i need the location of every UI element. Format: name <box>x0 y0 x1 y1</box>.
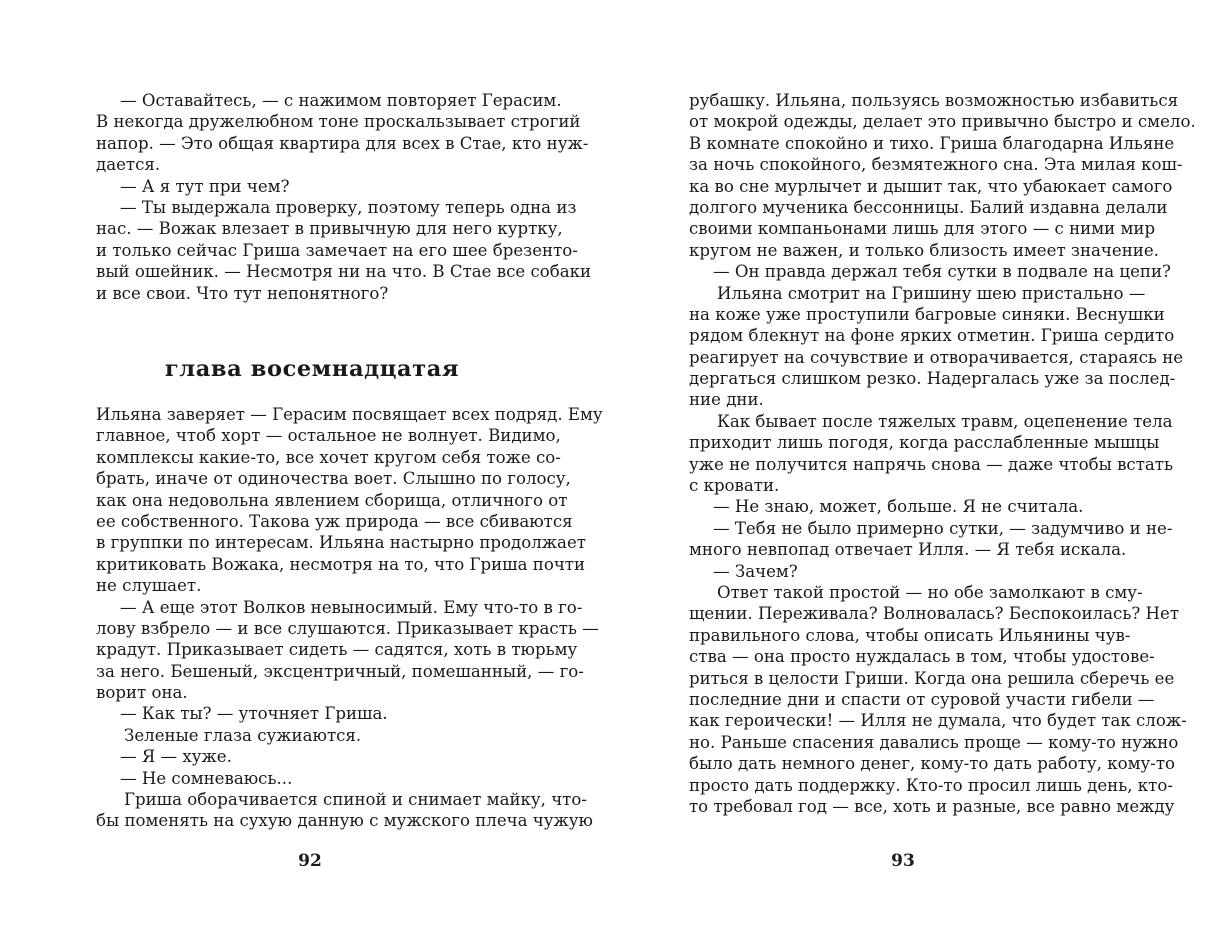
text-line: Ответ такой простой — но обе замолкают в сму- <box>717 582 1143 602</box>
text-line: В комнате спокойно и тихо. Гриша благодарна Ильяне <box>689 133 1175 153</box>
text-line: своими компаньонами лишь для этого — с ними мир <box>689 219 1156 239</box>
text-line: в группки по интересам. Ильяна настырно продолжает <box>96 533 586 553</box>
text-line: бы поменять на сухую данную с мужского плеча чужую <box>96 811 593 831</box>
text-line: за него. Бешеный, эксцентричный, помешанный, — го- <box>96 661 584 681</box>
text-line: — Зачем? <box>713 561 798 581</box>
text-line: — Я — хуже. <box>120 747 232 767</box>
text-line: Гриша оборачивается спиной и снимает майку, что- <box>124 790 587 810</box>
text-line: рубашку. Ильяна, пользуясь возможностью избавиться <box>689 91 1179 110</box>
text-line: — Не сомневаюсь... <box>120 768 293 788</box>
text-line: — Как ты? — уточняет Гриша. <box>120 704 388 724</box>
text-line: было дать немного денег, кому-то дать работу, кому-то <box>689 754 1176 774</box>
text-line: правильного слова, чтобы описать Ильянины чув- <box>689 625 1131 645</box>
text-line: — Он правда держал тебя сутки в подвале на цепи? <box>713 262 1171 282</box>
text-line: долгого мученика бессонницы. Балий издавна делали <box>689 197 1168 217</box>
text-line: — А я тут при чем? <box>120 176 290 196</box>
text-line: рядом блекнут на фоне ярких отметин. Гриша сердито <box>689 326 1175 346</box>
text-line: от мокрой одежды, делает это привычно быстро и смело. <box>689 112 1196 132</box>
text-line: — Оставайтесь, — с нажимом повторяет Герасим. <box>120 91 562 110</box>
text-line: реагирует на сочувствие и отворачивается, стараясь не <box>689 347 1184 367</box>
text-line: просто дать поддержку. Кто-то просил лишь день, кто- <box>689 775 1173 795</box>
text-line: ка во сне мурлычет и дышит так, что убаюкает самого <box>689 176 1173 196</box>
text-line: главное, чтоб хорт — остальное не волнует. Видимо, <box>96 426 561 446</box>
page-number-left: 92 <box>298 851 322 871</box>
text-line: — Ты выдержала проверку, поэтому теперь одна из <box>120 197 577 217</box>
text-line: крадут. Приказывает сидеть — садятся, хоть в тюрьму <box>96 640 578 660</box>
text-line: лову взбрело — и все слушаются. Приказывает красть — <box>96 618 599 638</box>
text-line: то требовал год — все, хоть и разные, все равно между <box>689 796 1175 816</box>
text-line: много невпопад отвечает Илля. — Я тебя искала. <box>689 540 1127 560</box>
text-line: на коже уже проступили багровые синяки. Веснушки <box>689 304 1165 324</box>
text-line: ворит она. <box>96 683 188 703</box>
text-line: ее собственного. Такова уж природа — все сбиваются <box>96 511 573 531</box>
text-line: как героически! — Илля не думала, что будет так слож- <box>689 711 1187 731</box>
text-line: последние дни и спасти от суровой участи гибели — <box>689 689 1155 709</box>
text-line: ние дни. <box>689 390 764 410</box>
text-line: — А еще этот Волков невыносимый. Ему что-то в го- <box>120 597 583 617</box>
text-line: критиковать Вожака, несмотря на то, что Гриша почти <box>96 554 586 574</box>
text-line: брать, иначе от одиночества воет. Слышно по голосу, <box>96 469 571 489</box>
text-line: вый ошейник. — Несмотря ни на что. В Стае все собаки <box>96 262 592 282</box>
text-line: Как бывает после тяжелых травм, оцепенение тела <box>717 411 1173 431</box>
text-line: за ночь спокойного, безмятежного сна. Эта милая кош- <box>689 155 1183 175</box>
text-line: — Не знаю, может, больше. Я не считала. <box>713 497 1084 517</box>
text-line: и только сейчас Гриша замечает на его шее брезенто- <box>96 240 578 260</box>
text-line: но. Раньше спасения давались проще — кому-то нужно <box>689 732 1179 752</box>
text-line: как она недовольна явлением сборища, отличного от <box>96 490 568 510</box>
text-line: дергаться слишком резко. Надергалась уже за послед- <box>689 369 1176 389</box>
text-line: уже не получится напрячь снова — даже чтобы встать <box>689 454 1173 474</box>
text-line: кругом не важен, и только близость имеет значение. <box>689 240 1159 260</box>
left-top-text-block <box>96 90 592 304</box>
text-line: приходит лишь погодя, когда расслабленные мышцы <box>689 433 1160 453</box>
page-number-right: 93 <box>891 851 915 871</box>
text-line: риться в целости Гриши. Когда она решила сберечь ее <box>689 668 1175 688</box>
text-line: дается. <box>96 155 161 175</box>
text-line: Ильяна смотрит на Гришину шею пристально — <box>717 283 1146 303</box>
right-text-block <box>689 90 1196 817</box>
text-line: Зеленые глаза сужиаются. <box>124 725 362 745</box>
text-line: напор. — Это общая квартира для всех в Стае, кто нуж- <box>96 133 589 153</box>
text-line: комплексы какие-то, все хочет кругом себя тоже со- <box>96 447 561 467</box>
text-line: и все свои. Что тут непонятного? <box>96 283 389 303</box>
text-line: нас. — Вожак влезает в привычную для него куртку, <box>96 219 563 239</box>
text-line: В некогда дружелюбном тоне проскальзывает строгий <box>96 112 581 132</box>
text-line: с кровати. <box>689 476 780 496</box>
text-line: щении. Переживала? Волновалась? Беспокоилась? Нет <box>689 604 1180 624</box>
text-line: не слушает. <box>96 576 202 596</box>
text-line: — Тебя не было примерно сутки, — задумчиво и не- <box>713 518 1173 538</box>
left-bottom-text-block <box>96 404 603 832</box>
text-line: ства — она просто нуждалась в том, чтобы удостове- <box>689 647 1155 667</box>
chapter-heading: глава восемнадцатая <box>164 356 460 382</box>
text-line: Ильяна заверяет — Герасим посвящает всех подряд. Ему <box>96 405 603 424</box>
